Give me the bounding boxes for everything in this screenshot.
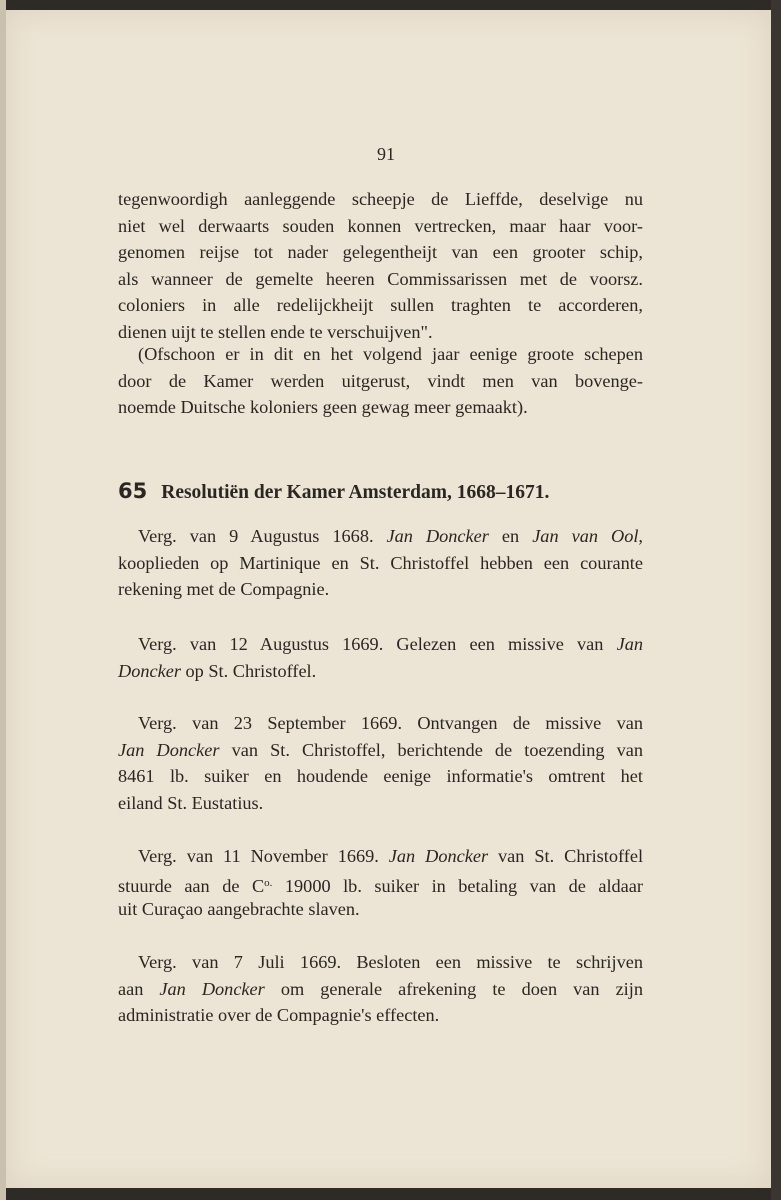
entry-line: Verg. van 23 September 1669. Ontvangen de missive van	[138, 713, 643, 733]
page-number: 91	[377, 144, 395, 164]
entry-line: eiland St. Eustatius.	[118, 792, 264, 813]
entry-line: Doncker op St. Christoffel.	[118, 660, 317, 681]
intro-line: tegenwoordigh aanleggende scheepje de Lieffde, deselvige nu	[118, 189, 643, 209]
entry-line: Verg. van 12 Augustus 1669. Gelezen een missive van Jan	[138, 634, 643, 654]
section-title: Resolutiën der Kamer Amsterdam, 1668–1671.	[161, 482, 550, 503]
entry-line: aan Jan Doncker om generale afrekening te doen van zijn	[118, 978, 643, 999]
entry-line: stuurde aan de $C^{o.}$ 19000 lb. suiker in betaling van de aldaar	[118, 875, 643, 896]
entry-line: uit Curaçao aangebrachte slaven.	[118, 899, 360, 919]
entry-line: kooplieden op Martinique en St. Christoffel hebben een courante	[118, 552, 643, 573]
entry-1	[118, 523, 643, 603]
note-line: door de Kamer werden uitgerust, vindt men van bovenge-	[118, 370, 643, 391]
entry-line: Verg. van 11 November 1669. Jan Doncker van St. Christoffel	[138, 846, 644, 866]
intro-line: als wanneer de gemelte heeren Commissarissen met de voorsz.	[118, 268, 643, 289]
section-number: 65	[118, 479, 148, 503]
entry-line: Verg. van 9 Augustus 1668. Jan Doncker en Jan van Ool,	[138, 526, 643, 546]
entry-2	[118, 631, 643, 684]
entry-5	[118, 949, 643, 1029]
entry-line: Verg. van 7 Juli 1669. Besloten een missive te schrijven	[138, 952, 643, 972]
entry-3	[118, 710, 643, 816]
entry-line: administratie over de Compagnie's effecten.	[118, 1005, 440, 1025]
entry-line: 8461 lb. suiker en houdende eenige informatie's omtrent het	[118, 766, 643, 786]
entry-line: Jan Doncker van St. Christoffel, berichtende de toezending van	[118, 739, 643, 760]
intro-paragraph	[118, 186, 643, 345]
note-line: (Ofschoon er in dit en het volgend jaar eenige groote schepen	[138, 344, 643, 364]
book-page	[6, 10, 771, 1188]
intro-line: dienen uijt te stellen ende te verschuijven".	[118, 321, 433, 342]
page-right-edge	[771, 0, 781, 1200]
entry-4	[118, 843, 643, 923]
note-paragraph	[118, 341, 643, 421]
entry-line: rekening met de Compagnie.	[118, 579, 330, 599]
section-heading	[118, 474, 648, 508]
intro-line: genomen reijse tot nader gelegentheijt van een grooter schip,	[118, 242, 643, 262]
intro-line: coloniers in alle redelijckheijt sullen traghten te accorderen,	[118, 295, 643, 315]
note-line: noemde Duitsche koloniers geen gewag meer gemaakt).	[118, 397, 528, 417]
intro-line: niet wel derwaarts souden konnen vertrecken, maar haar voor-	[118, 215, 643, 236]
